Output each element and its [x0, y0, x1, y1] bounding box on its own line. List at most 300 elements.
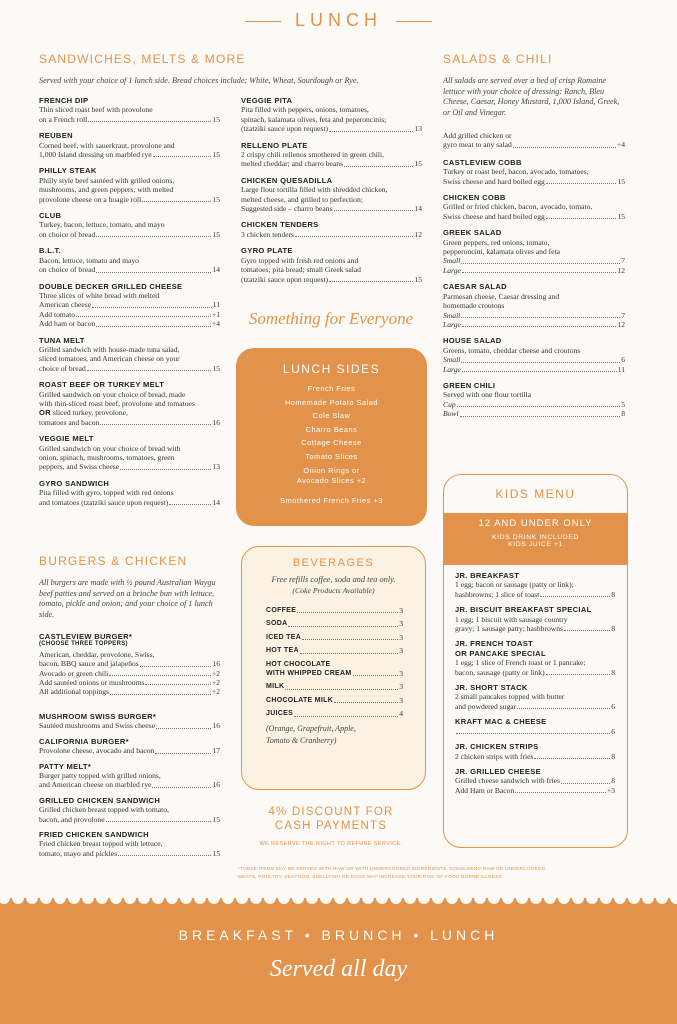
footer-scallop	[152, 892, 164, 904]
item-desc: Grilled or fried chicken, bacon, avocado, tomato,	[443, 202, 593, 212]
item-price: 8	[611, 667, 615, 677]
item-price-line	[39, 659, 220, 668]
juices-note-1: (Orange, Grapefruit, Apple,	[266, 723, 356, 733]
item-price: 6	[611, 726, 615, 736]
item-name: JR. SHORT STACK	[455, 683, 528, 693]
item-desc: Bacon, lettuce, tomato and mayo	[39, 255, 139, 265]
kids-band-line-3: KIDS JUICE +1	[508, 541, 563, 548]
dot-leader	[169, 504, 211, 505]
item-price-line	[39, 265, 220, 274]
item-price-line	[443, 140, 625, 149]
footer-scallop	[586, 892, 598, 904]
item-name: FRENCH DIP	[39, 96, 89, 105]
item-price: 12	[414, 229, 422, 239]
dot-leader	[87, 370, 212, 371]
kids-band-line-2: KIDS DRINK INCLUDED	[492, 534, 579, 541]
item-desc: and American cheese on marbled rye	[39, 780, 152, 790]
item-price: 15	[212, 363, 220, 373]
dot-leader	[109, 675, 211, 676]
footer-scallop	[68, 892, 80, 904]
item-price: 3	[399, 669, 403, 679]
side-item: Cole Slaw	[312, 411, 351, 421]
salad-addon	[443, 131, 625, 150]
dot-leader	[329, 131, 413, 132]
discount-line-1: 4% DISCOUNT FOR	[268, 806, 394, 818]
item-desc: Greens, tomato, cheddar cheese and croutons	[443, 345, 581, 355]
menu-item	[241, 141, 422, 169]
beverage-row	[266, 709, 403, 718]
item-price: 14	[212, 265, 220, 275]
item-desc: Add ham or bacon	[39, 319, 96, 329]
item-price: 7	[621, 256, 625, 266]
item-desc: choice of bread	[39, 363, 86, 373]
item-price-line	[39, 815, 220, 824]
menu-item	[39, 830, 220, 858]
item-name: GREEN CHILI	[443, 380, 496, 390]
dot-leader	[110, 694, 211, 695]
item-price-line	[39, 364, 220, 373]
item-desc: 3 chicken tenders	[241, 229, 295, 239]
dot-leader	[155, 753, 211, 754]
footer-scallop	[208, 892, 220, 904]
item-price: 16	[212, 721, 220, 731]
dot-leader	[140, 666, 212, 667]
item-desc: Swiss cheese and hard boiled egg	[443, 176, 545, 186]
beverage-row	[266, 646, 403, 655]
menu-item	[455, 571, 615, 599]
item-price: 15	[414, 274, 422, 284]
dot-leader	[88, 121, 211, 122]
footer-scallop	[572, 892, 584, 904]
footer-scallop	[264, 892, 276, 904]
item-desc: Small	[443, 355, 461, 365]
item-price: 5	[621, 399, 625, 409]
beverages-list-2	[266, 682, 403, 718]
item-desc: sliced tomatoes, and American cheese on your	[39, 354, 180, 364]
menu-item	[39, 282, 220, 329]
dot-leader	[294, 716, 398, 717]
menu-item	[443, 336, 625, 374]
item-price: 16	[212, 659, 220, 669]
item-price-line	[39, 300, 220, 309]
item-price-line	[241, 204, 422, 213]
dot-leader	[353, 675, 399, 676]
item-desc: hashbrowns; 1 slice of toast	[455, 589, 540, 599]
footer-scallop	[166, 892, 178, 904]
dot-leader	[96, 272, 211, 273]
footer-scallop	[404, 892, 416, 904]
item-price-line	[443, 256, 625, 265]
item-price-line	[455, 624, 615, 633]
item-price-line	[443, 320, 625, 329]
item-desc: American cheese	[39, 300, 92, 310]
item-subname: (CHOOSE THREE TOPPERS)	[39, 641, 128, 648]
item-price-line	[443, 311, 625, 320]
item-desc: melted cheese, and grilled to perfection;	[241, 194, 363, 204]
footer-scallop	[474, 892, 486, 904]
item-price-line	[39, 780, 220, 789]
item-name: HOT CHOCOLATE	[266, 660, 331, 668]
castleview-burger	[39, 632, 220, 697]
item-price: 6	[611, 701, 615, 711]
footer-line-1: BREAKFAST • BRUNCH • LUNCH	[178, 927, 499, 943]
item-desc: bacon, sausage (patty or link)	[455, 667, 545, 677]
item-name: ROAST BEEF OR TURKEY MELT	[39, 380, 165, 390]
item-price: 3	[399, 619, 403, 629]
item-price-line	[39, 849, 220, 858]
footer-scallop	[600, 892, 612, 904]
dot-leader	[462, 371, 617, 372]
item-desc: 1 egg; bacon or sausage (patty or link);	[455, 580, 574, 590]
beverage-row	[266, 619, 403, 628]
dot-leader	[564, 630, 610, 631]
lunch-sides-panel	[236, 348, 427, 526]
disclaimer	[238, 866, 638, 882]
disclaimer-line-2: MEATS, POULTRY, SEAFOOD, SHELLFISH OR EGGS MAY INCREASE YOUR RISK OF FOOD BORNE ILLNESS.	[238, 875, 504, 880]
item-desc: Burger patty topped with grilled onions,	[39, 771, 161, 781]
burgers-list	[39, 712, 220, 864]
item-name: DOUBLE DECKER GRILLED CHEESE	[39, 281, 183, 291]
footer-scallop	[194, 892, 206, 904]
item-price: 15	[212, 848, 220, 858]
dot-leader	[297, 612, 398, 613]
item-name: HOUSE SALAD	[443, 336, 502, 346]
item-desc: Avocado or green chili	[39, 668, 109, 678]
item-desc: Grilled sandwich with house-made tuna salad,	[39, 344, 180, 354]
footer-scallop	[236, 892, 248, 904]
item-price: 13	[414, 124, 422, 134]
menu-item	[39, 796, 220, 824]
item-price: 12	[617, 319, 625, 329]
item-name: RELLENO PLATE	[241, 140, 308, 150]
item-desc: Gyro topped with fresh red onions and	[241, 255, 359, 265]
item-desc: 1 egg; 1 biscuit with sausage country	[455, 614, 568, 624]
item-desc: Add Ham or Bacon	[455, 785, 515, 795]
item-price: 6	[621, 355, 625, 365]
dot-leader	[120, 469, 211, 470]
menu-item	[443, 158, 625, 186]
item-desc: Swiss cheese and hard boiled egg	[443, 211, 545, 221]
dot-leader	[456, 733, 610, 734]
item-desc: Pita filled with gyro, topped with red onions	[39, 488, 174, 498]
item-price-line	[443, 266, 625, 275]
item-desc: Turkey, bacon, lettuce, tomato, and mayo	[39, 220, 165, 230]
menu-item	[455, 605, 615, 633]
item-desc: 2 chicken strips with fries	[455, 751, 534, 761]
item-name: JR. FRENCH TOAST	[455, 639, 534, 649]
item-price-line	[455, 727, 615, 736]
dot-leader	[156, 728, 211, 729]
item-name: CASTLEVIEW BURGER*	[39, 632, 133, 641]
disclaimer-line-1: *THESE ITEMS MAY BE SERVED WITH RAW OR WITH UNDERCOOKED INGREDIENTS. CONSUMING RAW OR UNDERCOOKED	[238, 867, 546, 872]
salads-column	[443, 131, 625, 426]
item-price: 16	[212, 780, 220, 790]
footer-scallop	[530, 892, 542, 904]
menu-item	[455, 717, 615, 736]
footer-scallop	[390, 892, 402, 904]
item-desc: with thin-sliced roast beef, provolone and tomatoes	[39, 398, 195, 408]
item-price: 15	[617, 211, 625, 221]
item-desc: bacon, and provolone	[39, 814, 105, 824]
dot-leader	[106, 821, 212, 822]
item-desc: 1 egg; 1 slice of French toast or 1 pancake;	[455, 658, 586, 668]
beverage-row	[266, 633, 403, 642]
item-name: JR. BREAKFAST	[455, 571, 520, 580]
item-price: 16	[212, 417, 220, 427]
item-desc: 2 small pancakes topped with butter	[455, 692, 565, 702]
item-desc: Large flour tortilla filled with shredded chicken,	[241, 185, 388, 195]
side-extra-1: Onion Rings or	[303, 465, 360, 475]
beverages-panel	[241, 546, 426, 790]
item-price: +4	[211, 319, 220, 329]
item-name: WITH WHIPPED CREAM	[266, 670, 352, 678]
sandwiches-heading: SANDWICHES, MELTS & MORE	[39, 52, 246, 66]
item-name: GREEK SALAD	[443, 228, 502, 238]
item-price-line	[39, 721, 220, 730]
item-price-line	[241, 275, 422, 284]
item-or-line	[39, 408, 220, 417]
item-desc: on choice of bread	[39, 229, 96, 239]
salads-intro: All salads are served over a bed of crisp Romaine lettuce with your choice of dressing: Ranch, Bleu Cheese, Caesar, Honey Mustard, 1,000 Island, Greek, or Oil and Vinegar.	[443, 76, 620, 117]
item-name: JR. BISCUIT BREAKFAST SPECIAL	[455, 605, 592, 615]
item-desc: on choice of bread	[39, 265, 96, 275]
footer-scallop	[516, 892, 528, 904]
item-name: GRILLED CHICKEN SANDWICH	[39, 795, 161, 805]
dot-leader	[462, 326, 617, 327]
menu-item	[39, 96, 220, 124]
item-desc: bacon, BBQ sauce and jalapeños	[39, 659, 139, 669]
discount-line-2: CASH PAYMENTS	[274, 820, 388, 832]
footer-scallop	[488, 892, 500, 904]
item-price-line	[39, 319, 220, 328]
dot-leader	[118, 855, 211, 856]
item-desc: Small	[443, 310, 461, 320]
item-price: +3	[606, 785, 615, 795]
item-price-line	[39, 230, 220, 239]
tagline: Something for Everyone	[248, 309, 414, 328]
footer-scallop	[418, 892, 430, 904]
item-price-line	[455, 776, 615, 785]
item-desc: provolone cheese on a hoagie roll	[39, 194, 142, 204]
item-name: HOT TEA	[266, 647, 299, 655]
item-name: PHILLY STEAK	[39, 166, 97, 176]
dot-leader	[295, 236, 413, 237]
item-price: 15	[212, 814, 220, 824]
item-desc: American, cheddar, provolone, Swiss,	[39, 649, 155, 659]
footer-scallop	[460, 892, 472, 904]
footer-scallop	[544, 892, 556, 904]
item-price: 8	[611, 776, 615, 786]
item-desc: Three slices of white bread with melted	[39, 290, 160, 300]
item-desc: Add grilled chicken or	[443, 131, 512, 140]
footer-scallop	[446, 892, 458, 904]
footer-scallop	[0, 892, 10, 904]
menu-item	[39, 166, 220, 204]
menu-item	[39, 246, 220, 274]
burgers-heading: BURGERS & CHICKEN	[39, 554, 188, 568]
dot-leader	[300, 653, 398, 654]
item-price: 8	[611, 624, 615, 634]
beverages-heading: BEVERAGES	[292, 557, 375, 569]
footer-scallop	[320, 892, 332, 904]
menu-item	[39, 131, 220, 159]
dot-leader	[457, 406, 621, 407]
item-name: JR. GRILLED CHEESE	[455, 766, 541, 776]
sandwiches-intro: Served with your choice of 1 lunch side. Bread choices include: White, Wheat, Sourdough or Rye.	[39, 76, 359, 85]
item-name: SODA	[266, 620, 288, 628]
dot-leader	[344, 166, 413, 167]
item-price: 13	[212, 462, 220, 472]
item-desc: Parmesan cheese, Caesar dressing and	[443, 291, 560, 301]
item-name: CHICKEN TENDERS	[241, 220, 319, 230]
item-price: 3	[399, 682, 403, 692]
item-name: CLUB	[39, 211, 62, 221]
item-desc: peppers, and Swiss cheese	[39, 462, 120, 472]
item-price-line	[455, 590, 615, 599]
item-name: CHOCOLATE MILK	[266, 696, 334, 704]
beverage-row	[266, 606, 403, 615]
dot-leader	[334, 702, 398, 703]
item-price-line	[443, 355, 625, 364]
juices-note-2: Tomato & Cranberry)	[266, 735, 337, 745]
item-price-line	[443, 409, 625, 418]
item-desc: onion, spinach, mushrooms, tomatoes, green	[39, 453, 175, 462]
side-item: Tomato Slices	[305, 451, 358, 461]
item-name: ICED TEA	[266, 633, 302, 641]
side-extra-3: Smothered French Fries +3	[280, 495, 383, 505]
footer-scallop	[110, 892, 122, 904]
kids-heading: KIDS MENU	[495, 487, 576, 501]
item-desc: All additional toppings	[39, 687, 110, 697]
item-name: REUBEN	[39, 131, 73, 141]
item-price: +2	[211, 687, 220, 697]
footer-scallop	[306, 892, 318, 904]
item-price-line	[455, 668, 615, 677]
item-desc: Philly style beef sautéed with grilled onions,	[39, 175, 175, 185]
menu-item	[39, 434, 220, 472]
footer-scallop	[628, 892, 640, 904]
item-name-2: OR PANCAKE SPECIAL	[455, 648, 546, 658]
side-extra-2: Avocado Slices +2	[296, 475, 367, 485]
item-price: 11	[617, 364, 625, 374]
item-price-line	[455, 702, 615, 711]
item-desc: Pita filled with peppers, onions, tomatoes,	[241, 105, 369, 115]
item-desc: Large	[443, 265, 461, 275]
item-desc: Add tomato	[39, 309, 76, 319]
dot-leader	[460, 416, 621, 417]
menu-item	[443, 228, 625, 275]
item-desc: Grilled sandwich on your choice of bread, made	[39, 389, 186, 399]
item-desc: tomatoes; pita bread; small Greek salad	[241, 265, 361, 275]
side-item: Charro Beans	[305, 424, 358, 434]
item-name: COFFEE	[266, 607, 297, 614]
kids-menu-panel	[443, 474, 628, 848]
item-desc: spinach, kalamata olives, feta and peperoncinis;	[241, 114, 387, 124]
item-price: +4	[616, 140, 625, 150]
dot-leader	[515, 792, 606, 793]
item-price: +2	[211, 668, 220, 678]
footer-scallop	[656, 892, 668, 904]
item-desc: Grilled chicken breast topped with tomato,	[39, 805, 169, 815]
footer-scallop	[558, 892, 570, 904]
item-desc: Grilled sandwich on your choice of bread with	[39, 443, 181, 453]
item-name: CHICKEN QUESADILLA	[241, 175, 333, 185]
beverages-list	[266, 606, 403, 656]
item-name: JR. CHICKEN STRIPS	[455, 742, 539, 752]
item-price-line	[39, 498, 220, 507]
item-desc: Served with one flour tortilla	[443, 390, 532, 400]
item-price: 3	[399, 632, 403, 642]
item-price: 8	[611, 589, 615, 599]
item-name: B.L.T.	[39, 246, 62, 256]
menu-item	[241, 176, 422, 214]
item-or: OR	[39, 408, 51, 418]
item-name: VEGGIE MELT	[39, 434, 94, 444]
kids-band-line-1: 12 AND UNDER ONLY	[478, 518, 593, 529]
item-price-line	[39, 687, 220, 696]
item-desc: Small	[443, 256, 461, 266]
item-desc: sliced turkey, provolone,	[52, 408, 128, 418]
lunch-sides-list	[236, 382, 427, 464]
dot-leader	[546, 183, 617, 184]
footer-scallop	[348, 892, 360, 904]
item-desc: Suggested side – charro beans	[241, 204, 333, 214]
item-price: 15	[212, 194, 220, 204]
menu-item	[39, 762, 220, 790]
menu-item	[443, 193, 625, 221]
item-name: TUNA MELT	[39, 335, 85, 345]
refuse-service-note: WE RESERVE THE RIGHT TO REFUSE SERVICE.	[259, 841, 403, 847]
kids-band	[444, 513, 627, 565]
dot-leader	[100, 424, 211, 425]
item-price-line	[39, 746, 220, 755]
sandwiches-column-2	[241, 96, 422, 291]
item-desc: Bowl	[443, 409, 459, 419]
item-name: GYRO SANDWICH	[39, 478, 110, 488]
item-desc: Large	[443, 319, 461, 329]
dot-leader	[285, 689, 398, 690]
item-desc: 2 crispy chili rellenos smothered in green chili,	[241, 150, 384, 160]
item-price-line	[455, 752, 615, 761]
footer-scallop	[40, 892, 52, 904]
item-price-line	[39, 669, 220, 678]
footer-scallop	[670, 892, 677, 904]
footer-scallop	[26, 892, 38, 904]
item-name: MILK	[266, 683, 285, 691]
dot-leader	[461, 362, 620, 363]
footer-scallop	[376, 892, 388, 904]
item-name: MUSHROOM SWISS BURGER*	[39, 712, 157, 721]
item-price: 15	[617, 176, 625, 186]
lunch-sides-heading: LUNCH SIDES	[282, 362, 381, 376]
item-name: CAESAR SALAD	[443, 282, 507, 292]
beverage-row	[266, 682, 403, 691]
dot-leader	[461, 317, 620, 318]
footer-scallop	[124, 892, 136, 904]
menu-item	[241, 220, 422, 239]
beverages-note-1: Free refills coffee, soda and tea only.	[271, 575, 396, 584]
dot-leader	[145, 684, 210, 685]
item-desc: gravy; 1 sausage patty; hashbrowns	[455, 624, 563, 634]
item-desc: Green peppers, red onions, tomato,	[443, 237, 550, 247]
item-price: 8	[621, 409, 625, 419]
side-item: French Fries	[307, 384, 356, 393]
menu-item	[39, 336, 220, 374]
item-name: GYRO PLATE	[241, 246, 293, 256]
item-desc: pepperoncini, kalamata olives and feta	[443, 247, 561, 257]
item-price: 15	[414, 159, 422, 169]
footer-scallop	[96, 892, 108, 904]
